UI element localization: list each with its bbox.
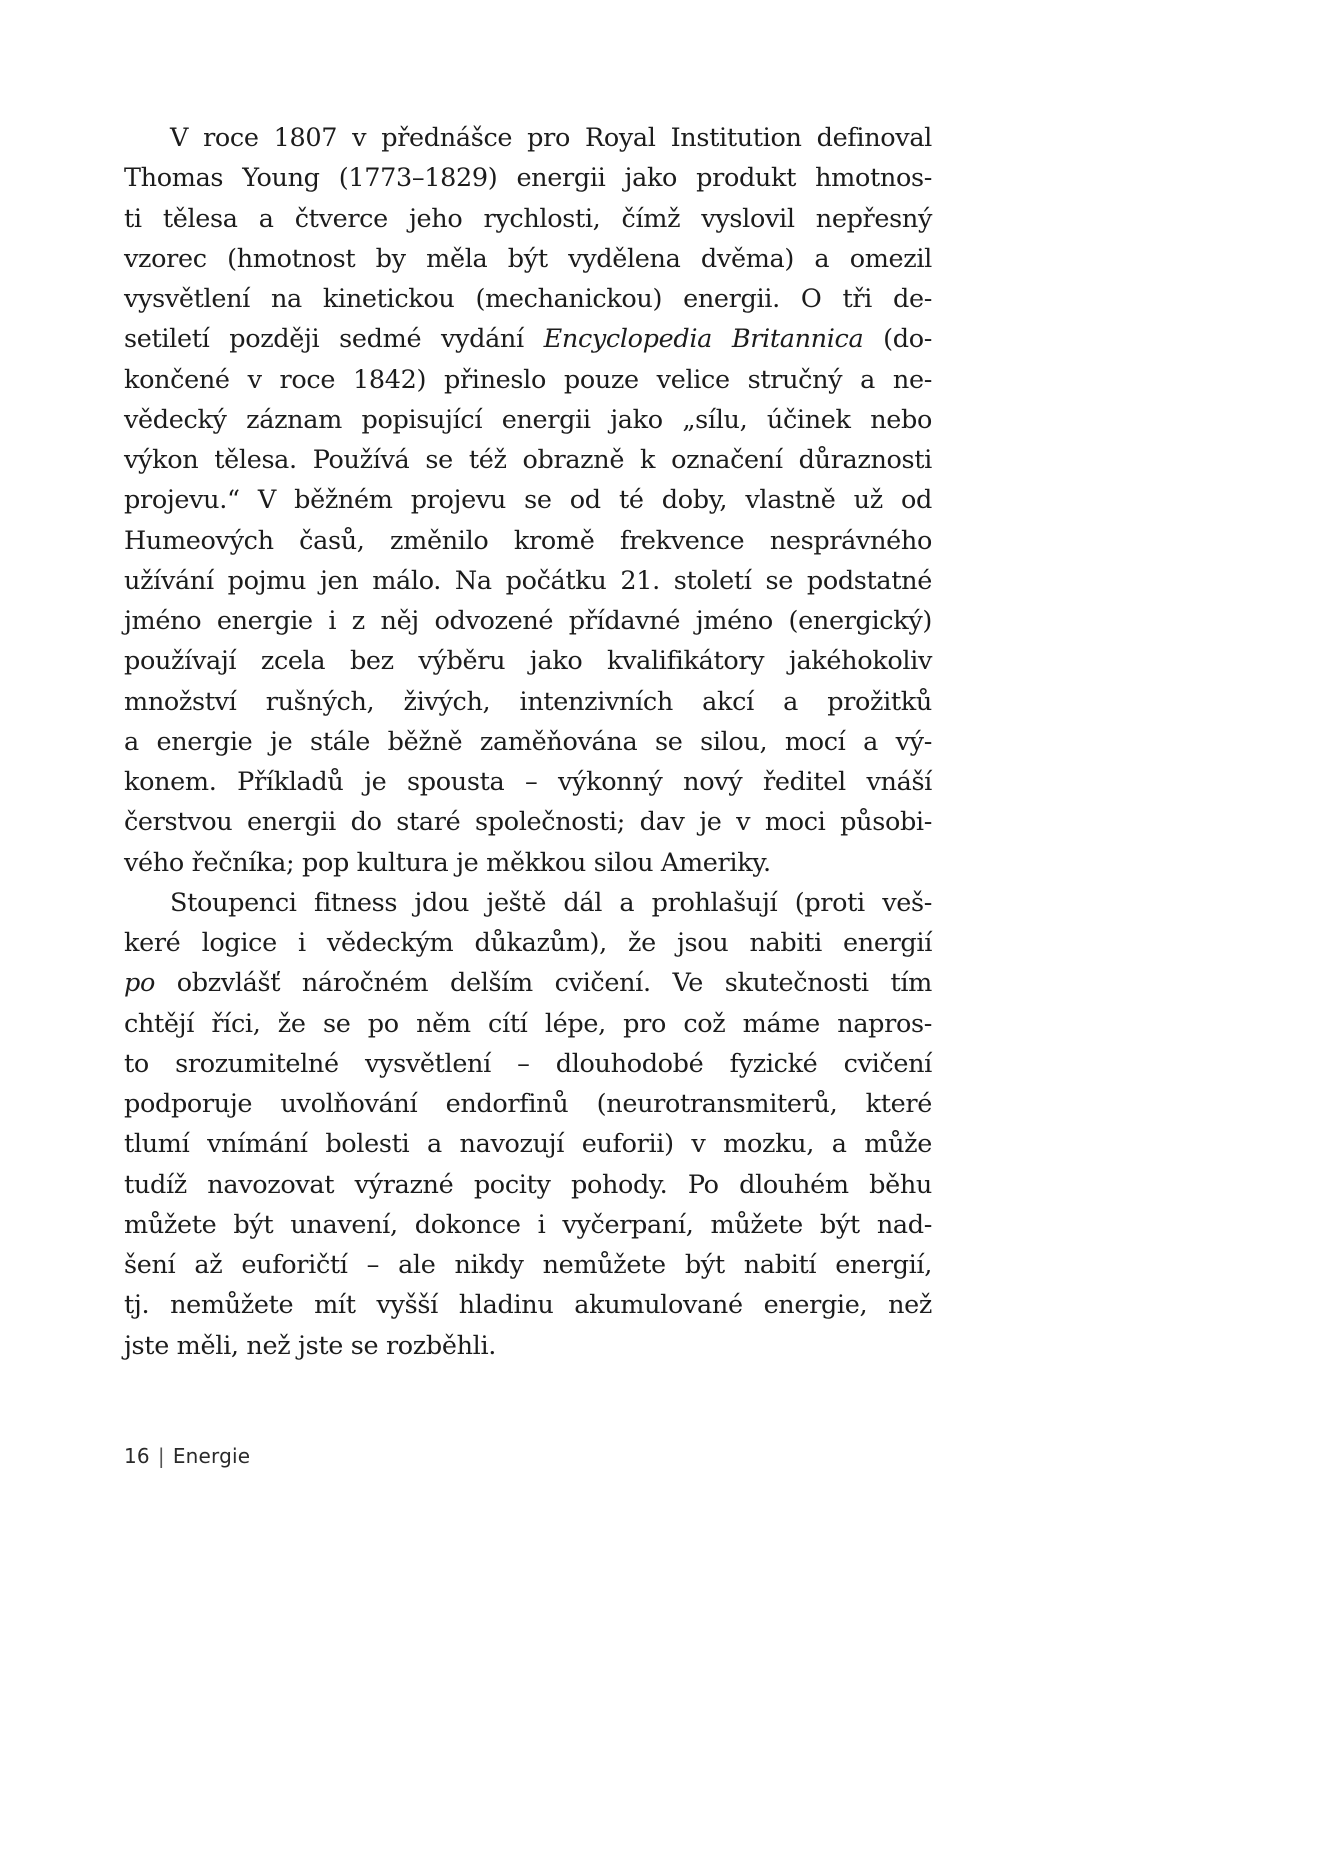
text-segment: můžete být unavení, dokonce i vyčerpaní, můžete být nad-	[124, 1209, 932, 1240]
text-line	[124, 682, 932, 722]
text-segment: vysvětlení na kinetickou (mechanickou) energii. O tři de-	[124, 284, 932, 314]
text-line	[124, 963, 932, 1003]
text-line	[124, 199, 932, 239]
text-segment: podporuje uvolňování endorfinů (neurotransmiterů, které	[124, 1089, 932, 1119]
text-line	[124, 279, 932, 319]
text-segment: konem. Příkladů je spousta – výkonný nový ředitel vnáší	[124, 767, 932, 797]
text-segment: Thomas Young (1773–1829) energii jako produkt hmotnos-	[124, 163, 932, 194]
text-line	[124, 1124, 932, 1164]
text-line	[124, 521, 932, 561]
paragraph	[124, 883, 932, 1366]
text-line	[124, 440, 932, 480]
text-line	[124, 1165, 932, 1205]
text-segment: Stoupenci fitness jdou ještě dál a prohlašují (proti veš-	[170, 887, 932, 918]
text-line	[124, 400, 932, 440]
page-number: 16	[124, 1444, 150, 1468]
text-segment: vzorec (hmotnost by měla být vydělena dvěma) a omezil	[124, 243, 932, 274]
text-segment: výkon tělesa. Používá se též obrazně k označení důraznosti	[124, 445, 932, 475]
text-line	[124, 360, 932, 400]
text-segment: končené v roce 1842) přineslo pouze velice stručný a ne-	[124, 364, 932, 395]
text-line	[124, 239, 932, 279]
text-segment: množství rušných, živých, intenzivních akcí a prožitků	[124, 686, 932, 717]
chapter-title: Energie	[172, 1444, 251, 1468]
text-segment: tudíž navozovat výrazné pocity pohody. Po dlouhém běhu	[124, 1169, 932, 1200]
italic-text: po	[124, 968, 155, 999]
text-segment: V roce 1807 v přednášce pro Royal Institution definoval	[170, 123, 932, 153]
text-segment: ti tělesa a čtverce jeho rychlosti, čímž vyslovil nepřesný	[124, 203, 932, 234]
text-segment: setiletí později sedmé vydání	[124, 324, 544, 355]
text-line	[124, 601, 932, 641]
text-segment: a energie je stále běžně zaměňována se silou, mocí a vý-	[124, 726, 932, 757]
text-segment: vědecký záznam popisující energii jako „sílu, účinek nebo	[124, 404, 932, 435]
text-line	[124, 561, 932, 601]
italic-text: Encyclopedia Britannica	[543, 324, 864, 355]
text-line	[124, 158, 932, 198]
text-segment: chtějí říci, že se po něm cítí lépe, pro což máme napros-	[124, 1008, 932, 1039]
text-line	[124, 843, 932, 883]
text-segment: projevu.“ V běžném projevu se od té doby, vlastně už od	[124, 485, 932, 516]
text-segment: jméno energie i z něj odvozené přídavné jméno (energický)	[124, 606, 932, 636]
text-segment: tlumí vnímání bolesti a navozují euforii) v mozku, a může	[124, 1129, 932, 1160]
paragraph	[124, 118, 932, 883]
text-line	[124, 722, 932, 762]
text-line	[124, 1044, 932, 1084]
text-line	[124, 1326, 932, 1366]
text-line	[124, 802, 932, 842]
text-segment: čerstvou energii do staré společnosti; dav je v moci působi-	[124, 807, 932, 838]
text-line	[124, 1004, 932, 1044]
text-line	[124, 118, 932, 158]
text-segment: užívání pojmu jen málo. Na počátku 21. století se podstatné	[124, 565, 932, 596]
text-line	[124, 883, 932, 923]
page-footer	[124, 1444, 250, 1468]
text-segment: tj. nemůžete mít vyšší hladinu akumulované energie, než	[124, 1290, 932, 1321]
footer-separator: |	[157, 1444, 165, 1468]
text-line	[124, 1084, 932, 1124]
text-segment: šení až euforičtí – ale nikdy nemůžete být nabití energií,	[124, 1250, 932, 1280]
text-line	[124, 1285, 932, 1325]
text-line	[124, 641, 932, 681]
text-line	[124, 1245, 932, 1285]
text-segment: (do-	[863, 324, 932, 355]
text-segment: keré logice i vědeckým důkazům), že jsou nabiti energií	[124, 928, 932, 958]
text-line	[124, 1205, 932, 1245]
text-segment: vého řečníka; pop kultura je měkkou silou Ameriky.	[124, 847, 771, 878]
text-line	[124, 923, 932, 963]
text-segment: Humeových časů, změnilo kromě frekvence nesprávného	[124, 525, 932, 556]
text-segment: jste měli, než jste se rozběhli.	[124, 1330, 497, 1361]
body-text	[124, 118, 932, 1366]
text-line	[124, 762, 932, 802]
text-segment: to srozumitelné vysvětlení – dlouhodobé fyzické cvičení	[124, 1048, 932, 1079]
text-line	[124, 319, 932, 359]
text-segment: používají zcela bez výběru jako kvalifikátory jakéhokoliv	[124, 646, 932, 677]
text-segment: obzvlášť náročném delším cvičení. Ve skutečnosti tím	[154, 968, 932, 999]
text-line	[124, 480, 932, 520]
